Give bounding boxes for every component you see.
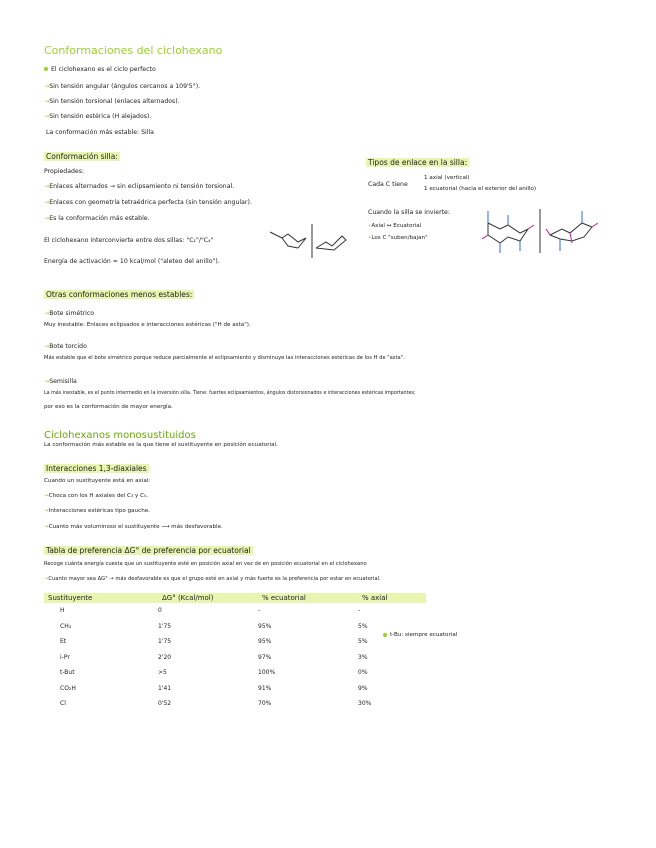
intro-line-3: →Sin tensión torsional (enlaces alternados). [44,98,180,105]
table-row: CH₃ 1'75 95% 5% [60,622,368,630]
otras-heading: Otras conformaciones menos estables: [46,290,193,299]
table-header: % axial [358,593,426,603]
bote-torcido-text: Más estable que el bote simétrico porque reduce parcialmente el eclipsamiento y disminuye las interacciones estéricas de los H de "asta". [44,355,405,361]
arrow-icon: → [44,493,49,499]
table-row: i-Pr 2'20 97% 3% [60,653,368,661]
bullet-icon [383,633,387,637]
chair-bonds-drawing [480,205,602,255]
tipos-r1: •Axial ↔ Ecuatorial [368,223,422,229]
arrow-icon: → [44,199,50,206]
bote-torcido-title: →Bote torcido [44,343,87,350]
table-header: Sustituyente [44,593,158,603]
intro-line-4: →Sin tensión estérica (H alejados). [44,113,152,120]
arrow-icon: → [44,98,50,105]
inter-item-3: →Cuanto más voluminoso el sustituyente ⟶ más desfavorable. [44,524,223,530]
bote-text: Muy inestable: Enlaces eclipsados e interacciones estéricas ("H de asta"). [44,322,251,328]
tipos-heading: Tipos de enlace en la silla: [368,158,468,167]
tabla-heading: Tabla de preferencia ΔG° de preferencia por ecuatorial [46,546,251,555]
arrow-icon: → [44,310,50,317]
tabla-line-2: →Cuanto mayor sea ΔG° → más desfavorable es que el grupo esté en axial y más fuerte es la preferencia por estar en ecuatorial. [44,576,381,582]
tabla-line-1: Recoge cuánta energía cuesta que un sustituyente esté en posición axial en vez de en posición ecuatorial en el ciclohexano [44,561,367,567]
silla-interconvert: El ciclohexano interconvierte entre dos sillas: "C₁"/"C₄" [44,237,214,244]
silla-heading: Conformación silla: [46,152,118,161]
tipos-ecuatorial: 1 ecuatorial (hacia el exterior del anillo) [424,186,537,192]
table-header-row [44,593,426,603]
table-row: t-But >5 100% 0% [60,669,368,677]
tipos-r2: •Los C "suben/bajan" [368,235,428,241]
table-row: CO₂H 1'41 91% 9% [60,684,368,692]
arrow-icon: • [368,223,372,229]
arrow-icon: → [44,343,50,350]
chair-flip-drawing [268,218,348,262]
page-title: Conformaciones del ciclohexano [44,44,223,57]
arrow-icon: → [44,215,50,222]
bote-title: →Bote simétrico [44,310,95,317]
table-row: H 0 - - [60,607,361,615]
bullet-icon [44,67,48,71]
substituent-table [44,593,426,712]
arrow-icon: → [44,113,50,120]
intro-line-1: El ciclohexano es el ciclo perfecto [44,66,156,73]
semisilla-title: →Semisilla [44,378,77,385]
tipos-cada: Cada C tiene [368,181,408,188]
silla-props-label: Propiedades: [44,168,85,175]
table-note: t-Bu: siempre ecuatorial [383,632,457,638]
inter-item-2: →Interacciones estéricas tipo gauche. [44,508,150,514]
mono-text: La conformación más estable es la que tiene el sustituyente en posición ecuatorial. [44,442,278,448]
intro-line-2: →Sin tensión angular (ángulos cercanos a 109'5°). [44,83,201,90]
arrow-icon: → [44,576,49,582]
mono-heading: Ciclohexanos monosustituidos [44,430,196,441]
semisilla-text-1: La más inestable, es el punto intermedio en la inversión silla. Tiene: fuertes eclipsamientos, ángulos distorsionados e interacciones estéricas importantes; [44,391,416,396]
inter-cuando: Cuando un sustituyente está en axial: [44,478,151,484]
arrow-icon: → [44,524,49,530]
table-header: % ecuatorial [258,593,358,603]
inter-item-1: →Choca con los H axiales del C₃ y C₅. [44,493,148,499]
silla-energy: Energía de activación ≈ 10 kcal/mol ("aleteo del anillo"). [44,258,220,265]
arrow-icon: → [44,378,50,385]
table-row: Et 1'75 95% 5% [60,638,368,646]
silla-item-1: →Enlaces alternados → sin eclipsamiento ni tensión torsional. [44,183,235,190]
table-row: Cl 0'52 70% 30% [60,700,372,708]
arrow-icon: → [44,508,49,514]
arrow-icon: • [368,235,372,241]
arrow-icon: → [44,183,50,190]
tipos-axial: 1 axial (vertical) [424,175,470,181]
inter-heading: Interacciones 1,3-diaxiales [46,464,147,473]
tipos-invierte: Cuando la silla se invierte: [368,209,450,216]
arrow-icon: → [44,83,50,90]
silla-item-3: →Es la conformación más estable. [44,215,150,222]
table-header: ΔG° (Kcal/mol) [158,593,258,603]
semisilla-text-2: por eso es la conformación de mayor energía. [44,404,173,410]
silla-item-2: →Enlaces con geometría tetraédrica perfecta (sin tensión angular). [44,199,252,206]
intro-line-5: La conformación más estable: Silla [46,129,154,136]
